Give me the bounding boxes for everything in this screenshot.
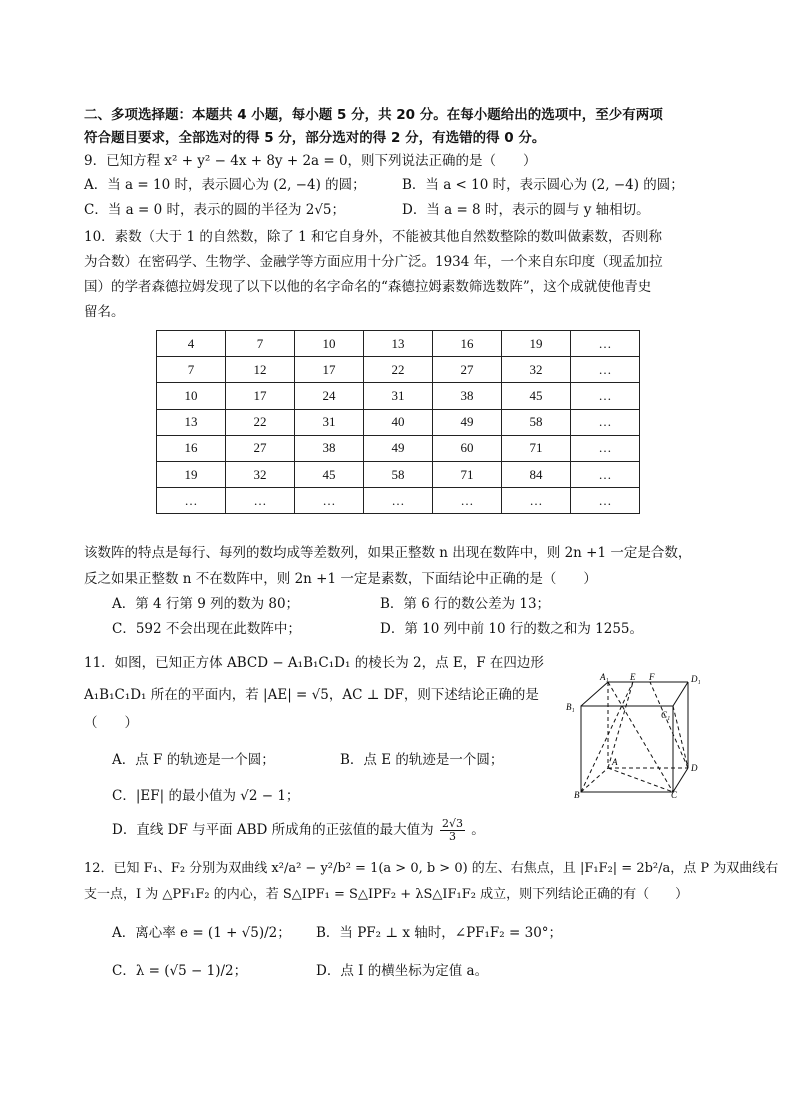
- table-cell: 24: [295, 383, 364, 409]
- cube-line-df: [650, 682, 688, 768]
- table-cell: 19: [157, 461, 226, 487]
- q11-option-d-numerator: 2√3: [441, 817, 463, 830]
- q9-stem: 9．已知方程 x² + y² − 4x + 8y + 2a = 0，则下列说法正确的是（ ）: [84, 153, 537, 169]
- table-cell: …: [226, 488, 295, 514]
- q10-after-line1: 该数阵的特点是每行、每列的数均成等差数列，如果正整数 n 出现在数阵中，则 2n +1 一定是合数，: [84, 545, 692, 561]
- cube-label-b: B: [574, 790, 580, 798]
- q9-option-c: C．当 a = 0 时，表示的圆的半径为 2√5；: [84, 202, 346, 218]
- table-cell: 10: [295, 331, 364, 357]
- table-cell: 12: [226, 357, 295, 383]
- q12-option-a: A．离心率 e = (1 + √5)/2；: [112, 925, 291, 941]
- table-cell: 38: [295, 435, 364, 461]
- cube-edge-b1a1: [581, 682, 608, 706]
- table-cell: …: [295, 488, 364, 514]
- cube-hidden-edge-ba: [581, 768, 608, 792]
- q11-option-c: C．|EF| 的最小值为 √2 − 1；: [112, 788, 300, 804]
- q11-option-a: A．点 F 的轨迹是一个圆；: [112, 752, 275, 768]
- cube-line-ac: [608, 768, 673, 792]
- table-cell: …: [157, 488, 226, 514]
- cube-edge-cd: [673, 768, 688, 792]
- table-cell: 16: [157, 435, 226, 461]
- table-cell: 71: [433, 461, 502, 487]
- table-cell: 84: [502, 461, 571, 487]
- q10-option-b: B．第 6 行的数公差为 13；: [380, 596, 551, 612]
- table-cell: 16: [433, 331, 502, 357]
- table-cell: 17: [295, 357, 364, 383]
- table-cell: …: [571, 383, 640, 409]
- table-cell: 32: [502, 357, 571, 383]
- q9-option-b: B．当 a < 10 时，表示圆心为 (2, −4) 的圆；: [402, 177, 684, 193]
- table-cell: …: [364, 488, 433, 514]
- table-cell: 32: [226, 461, 295, 487]
- cube-figure: [560, 668, 710, 798]
- q9-option-d: D．当 a = 8 时，表示的圆与 y 轴相切。: [402, 202, 650, 218]
- q12-option-b: B．当 PF₂ ⊥ x 轴时，∠PF₁F₂ = 30°；: [316, 925, 563, 941]
- table-cell: …: [433, 488, 502, 514]
- table-cell: …: [571, 488, 640, 514]
- cube-line-c1d: [673, 706, 688, 768]
- q9-option-a: A．当 a = 10 时，表示圆心为 (2, −4) 的圆；: [84, 177, 366, 193]
- q10-option-a: A．第 4 行第 9 列的数为 80；: [112, 596, 300, 612]
- table-cell: 60: [433, 435, 502, 461]
- q11-option-d-text: D．直线 DF 与平面 ABD 所成角的正弦值的最大值为: [112, 822, 434, 838]
- table-cell: 58: [502, 409, 571, 435]
- table-row: [157, 331, 640, 357]
- table-cell: 22: [226, 409, 295, 435]
- cube-edge-c1d1: [673, 682, 688, 706]
- table-cell: 49: [433, 409, 502, 435]
- q12-option-c: C．λ = (√5 − 1)/2；: [112, 963, 248, 979]
- table-row: [157, 409, 640, 435]
- table-cell: 13: [157, 409, 226, 435]
- cube-front-face: [581, 706, 673, 792]
- cube-label-d: D: [691, 763, 698, 773]
- table-cell: …: [571, 357, 640, 383]
- q10-option-d: D．第 10 列中前 10 行的数之和为 1255。: [380, 621, 643, 637]
- cube-label-a: A: [612, 757, 618, 767]
- table-cell: 38: [433, 383, 502, 409]
- q11-option-d: [112, 818, 485, 843]
- table-row: [157, 357, 640, 383]
- q10-line1: 10．素数（大于 1 的自然数，除了 1 和它自身外，不能被其他自然数整除的数叫做素数，否则称: [84, 229, 663, 245]
- table-row: [157, 435, 640, 461]
- table-cell: …: [571, 331, 640, 357]
- table-row: [157, 383, 640, 409]
- table-cell: 31: [295, 409, 364, 435]
- q10-option-c: C．592 不会出现在此数阵中；: [112, 621, 301, 637]
- cube-label-e: E: [630, 672, 636, 682]
- q11-option-d-denominator: 3: [448, 830, 456, 843]
- q12-line1: 12．已知 F₁、F₂ 分别为双曲线 x²/a² − y²/b² = 1(a > 0, b > 0) 的左、右焦点，且 |F₁F₂| = 2b²/a，点 P 为双曲线右: [84, 861, 779, 876]
- table-cell: 22: [364, 357, 433, 383]
- table-cell: 49: [364, 435, 433, 461]
- q11-line2: A₁B₁C₁D₁ 所在的平面内，若 |AE| = √5，AC ⊥ DF，则下述结论正确的是: [84, 687, 539, 703]
- table-cell: 7: [226, 331, 295, 357]
- cube-label-b1: B₁: [566, 702, 575, 712]
- table-cell: …: [571, 409, 640, 435]
- table-row: [157, 488, 640, 514]
- table-cell: 45: [295, 461, 364, 487]
- q11-option-d-end: 。: [471, 822, 485, 838]
- q12-option-d: D．点 I 的横坐标为定值 a。: [316, 963, 489, 979]
- table-cell: 19: [502, 331, 571, 357]
- q10-line3: 国）的学者森德拉姆发现了以下以他的名字命名的“森德拉姆素数筛选数阵”，这个成就使他青史: [84, 279, 652, 295]
- table-cell: 4: [157, 331, 226, 357]
- section-header-line2: 符合题目要求，全部选对的得 5 分，部分选对的得 2 分，有选错的得 0 分。: [84, 130, 546, 146]
- table-cell: 31: [364, 383, 433, 409]
- cube-label-f: F: [649, 672, 655, 682]
- table-cell: 45: [502, 383, 571, 409]
- cube-label-d1: D₁: [691, 674, 701, 684]
- table-cell: 27: [226, 435, 295, 461]
- q10-line4: 留名。: [84, 304, 125, 320]
- q12-line2: 支一点，I 为 △PF₁F₂ 的内心，若 S△IPF₁ = S△IPF₂ + λS△IF₁F₂ 成立，则下列结论正确的有（ ）: [84, 887, 689, 902]
- q10-after-line2: 反之如果正整数 n 不在数阵中，则 2n +1 一定是素数，下面结论中正确的是（ ）: [84, 571, 597, 587]
- section-header-line1: 二、多项选择题：本题共 4 小题，每小题 5 分，共 20 分。在每小题给出的选项中，至少有两项: [84, 107, 663, 123]
- table-cell: 27: [433, 357, 502, 383]
- sundaram-sieve-table: [156, 330, 640, 514]
- table-cell: 40: [364, 409, 433, 435]
- table-cell: …: [571, 435, 640, 461]
- table-row: [157, 461, 640, 487]
- table-cell: 17: [226, 383, 295, 409]
- table-cell: 71: [502, 435, 571, 461]
- q11-option-b: B．点 E 的轨迹是一个圆；: [340, 752, 504, 768]
- table-cell: 58: [364, 461, 433, 487]
- cube-label-c: C: [671, 790, 678, 798]
- cube-line-a1c: [608, 682, 673, 792]
- table-cell: …: [571, 461, 640, 487]
- cube-label-c1: C₁: [661, 710, 671, 720]
- cube-label-a1: A₁: [600, 672, 609, 682]
- q11-option-d-fraction: [440, 818, 465, 843]
- table-cell: 13: [364, 331, 433, 357]
- table-cell: …: [502, 488, 571, 514]
- table-cell: 7: [157, 357, 226, 383]
- q11-line3: （ ）: [84, 715, 138, 731]
- table-cell: 10: [157, 383, 226, 409]
- q11-line1: 11．如图，已知正方体 ABCD − A₁B₁C₁D₁ 的棱长为 2，点 E，F 在四边形: [84, 655, 544, 671]
- cube-line-ae: [608, 682, 633, 768]
- q10-line2: 为合数）在密码学、生物学、金融学等方面应用十分广泛。1934 年，一个来自东印度（现孟加拉: [84, 254, 663, 270]
